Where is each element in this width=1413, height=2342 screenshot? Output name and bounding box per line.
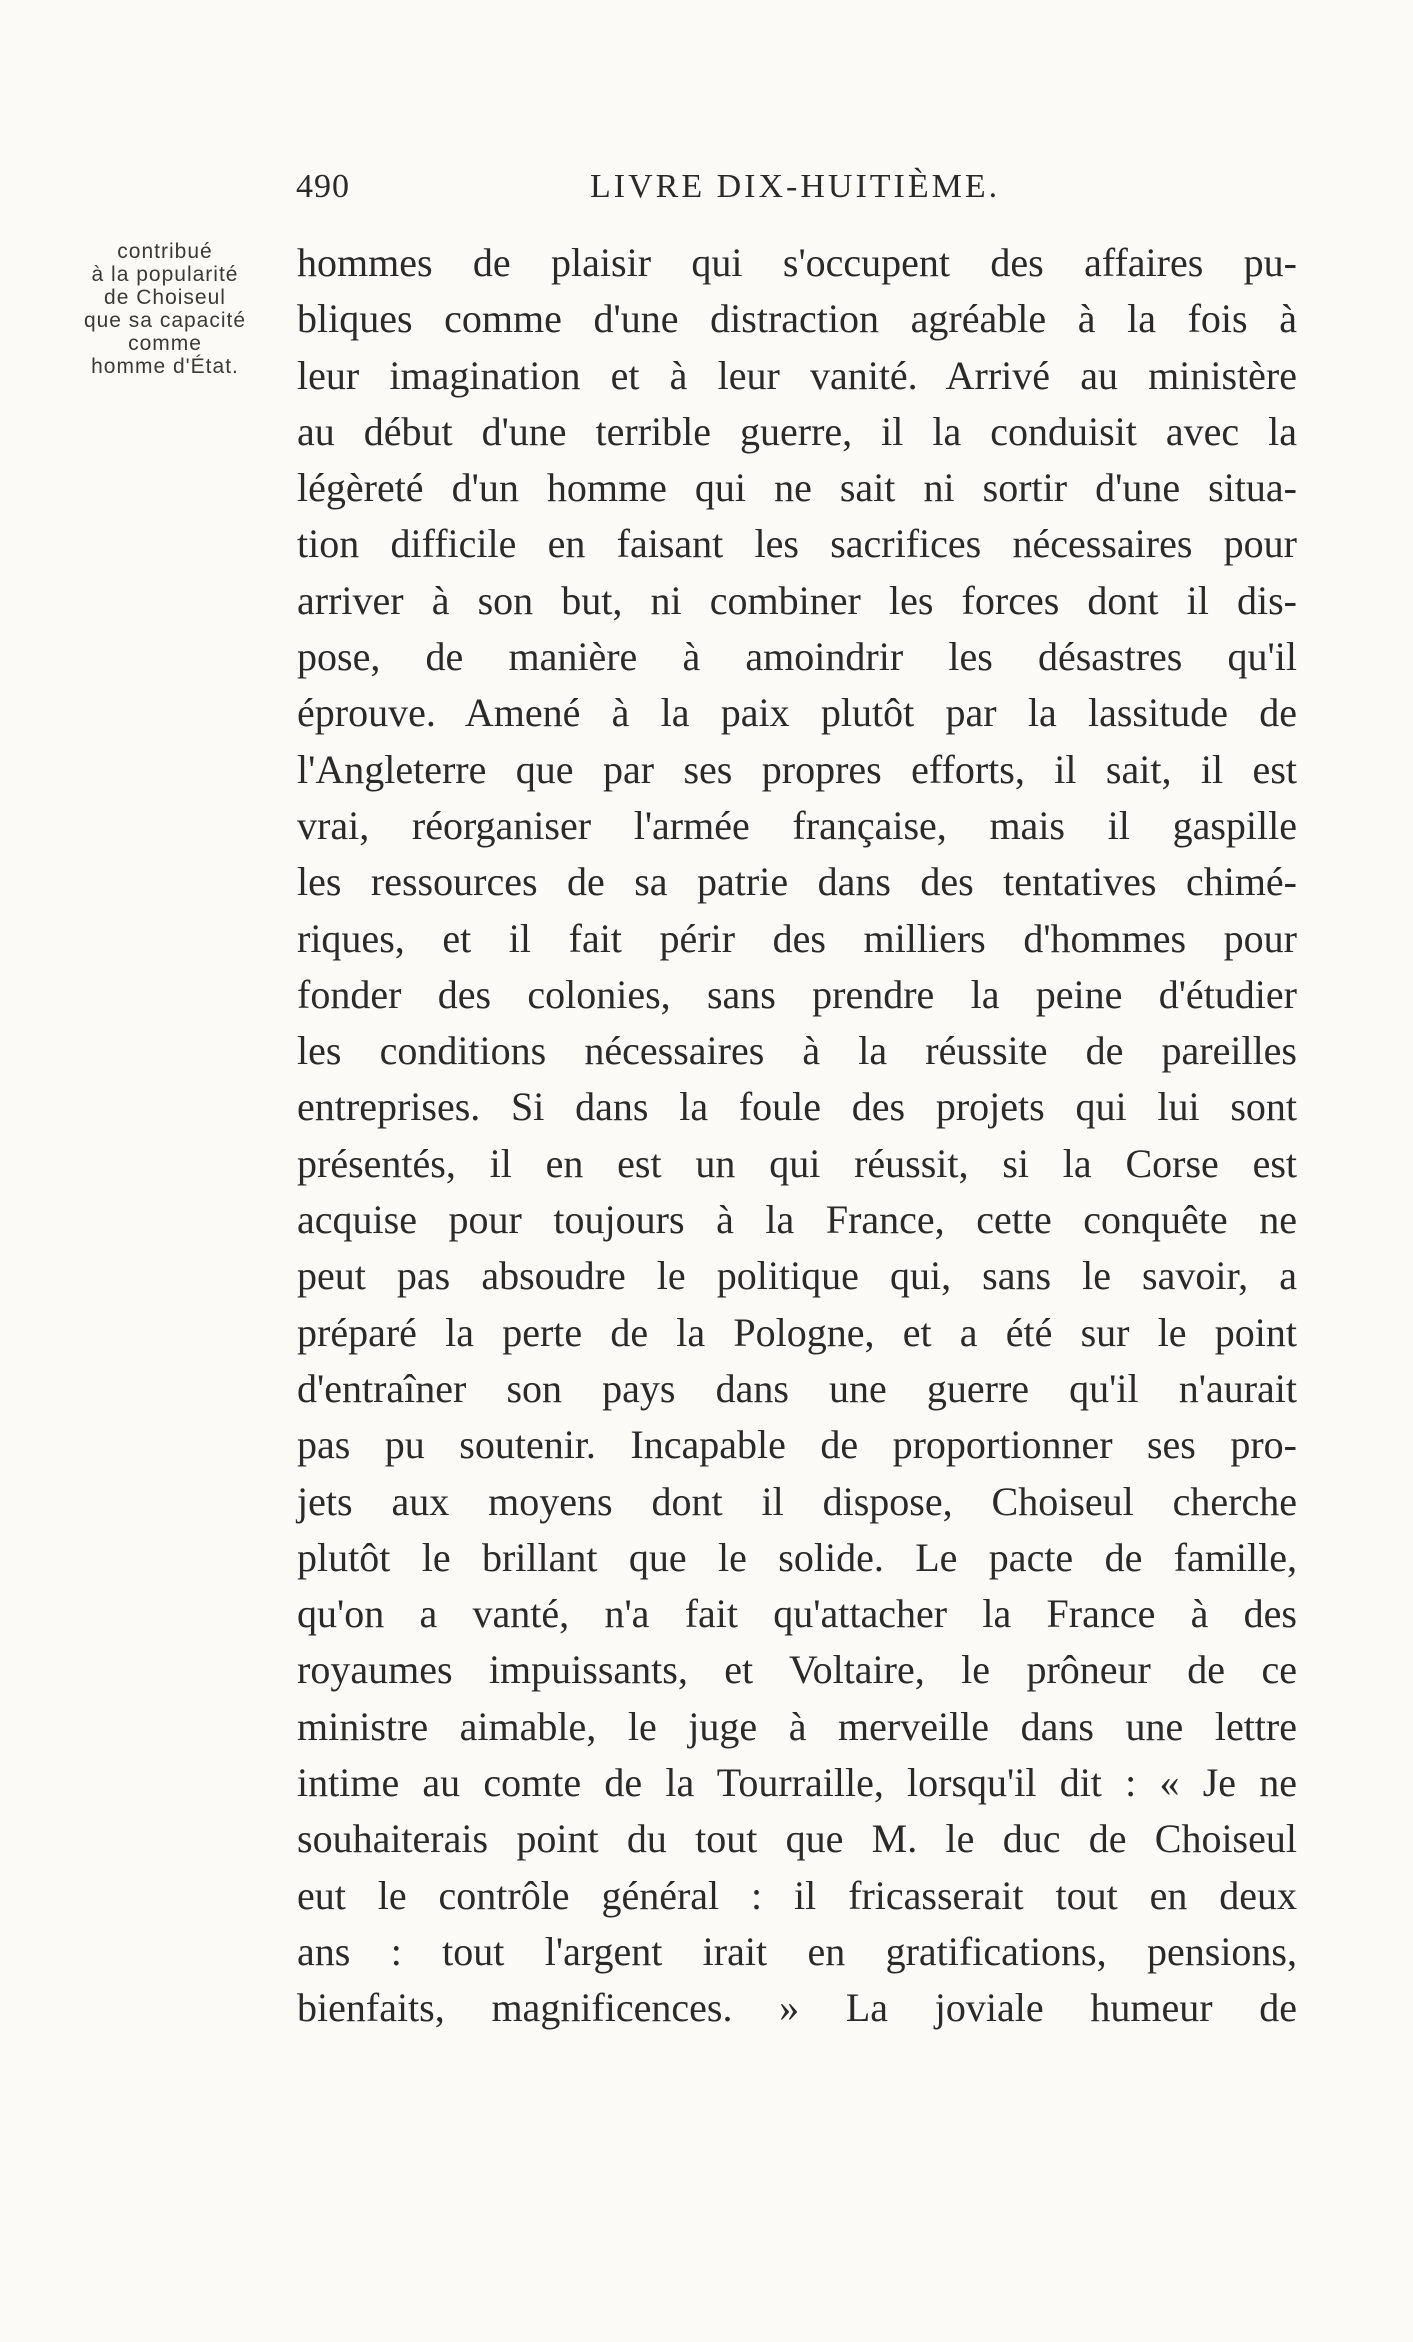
text-line: leur imagination et à leur vanité. Arrivé au ministère <box>297 352 1297 398</box>
page-number: 490 <box>296 168 350 205</box>
text-line: tion difficile en faisant les sacrifices nécessaires pour <box>297 521 1297 567</box>
margin-note-line: de Choiseul <box>104 286 226 309</box>
text-line: ministre aimable, le juge à merveille dans une lettre <box>297 1703 1297 1749</box>
running-title: LIVRE DIX-HUITIÈME. <box>590 168 1001 205</box>
body-text <box>297 235 1297 2037</box>
text-line: entreprises. Si dans la foule des projets qui lui sont <box>297 1084 1297 1130</box>
text-line: ans : tout l'argent irait en gratifications, pensions, <box>297 1928 1297 1974</box>
text-line: hommes de plaisir qui s'occupent des affaires pu- <box>297 240 1297 285</box>
text-line: les ressources de sa patrie dans des tentatives chimé- <box>297 859 1297 905</box>
text-line: acquise pour toujours à la France, cette conquête ne <box>297 1197 1297 1243</box>
text-line: bliques comme d'une distraction agréable à la fois à <box>297 296 1297 342</box>
margin-note-line: comme <box>128 332 202 355</box>
text-line: vrai, réorganiser l'armée française, mais il gaspille <box>297 802 1297 848</box>
text-line: eut le contrôle général : il fricasserait tout en deux <box>297 1872 1297 1918</box>
text-line: l'Angleterre que par ses propres efforts, il sait, il est <box>297 746 1297 792</box>
margin-note-line: homme d'État. <box>91 355 239 378</box>
text-line: légèreté d'un homme qui ne sait ni sortir d'une situa- <box>297 465 1297 511</box>
text-line: royaumes impuissants, et Voltaire, le prôneur de ce <box>297 1647 1297 1693</box>
text-line: d'entraîner son pays dans une guerre qu'il n'aurait <box>297 1365 1297 1411</box>
text-line: peut pas absoudre le politique qui, sans le savoir, a <box>297 1253 1297 1299</box>
text-line: riques, et il fait périr des milliers d'hommes pour <box>297 915 1297 961</box>
margin-note-line: que sa capacité <box>83 309 247 332</box>
text-line: arriver à son but, ni combiner les forces dont il dis- <box>297 577 1297 623</box>
text-line: présentés, il en est un qui réussit, si la Corse est <box>297 1140 1297 1186</box>
text-line: bienfaits, magnificences. » La joviale humeur de <box>297 1985 1297 2031</box>
text-line: qu'on a vanté, n'a fait qu'attacher la France à des <box>297 1591 1297 1637</box>
text-line: éprouve. Amené à la paix plutôt par la lassitude de <box>297 690 1297 736</box>
text-line: les conditions nécessaires à la réussite de pareilles <box>297 1028 1297 1074</box>
text-line: intime au comte de la Tourraille, lorsqu'il dit : « Je ne <box>297 1760 1297 1806</box>
margin-note-line: à la popularité <box>91 263 239 286</box>
text-line: pas pu soutenir. Incapable de proportionner ses pro- <box>297 1422 1297 1468</box>
text-line: fonder des colonies, sans prendre la peine d'étudier <box>297 971 1297 1017</box>
text-line: au début d'une terrible guerre, il la conduisit avec la <box>297 408 1297 454</box>
text-line: souhaiterais point du tout que M. le duc de Choiseul <box>297 1816 1297 1862</box>
margin-note-line: contribué <box>117 240 213 263</box>
margin-note <box>60 240 270 378</box>
text-line: préparé la perte de la Pologne, et a été sur le point <box>297 1309 1297 1355</box>
running-head <box>290 168 1310 218</box>
text-line: plutôt le brillant que le solide. Le pacte de famille, <box>297 1534 1297 1580</box>
text-line: jets aux moyens dont il dispose, Choiseul cherche <box>297 1478 1297 1524</box>
text-line: pose, de manière à amoindrir les désastres qu'il <box>297 634 1297 680</box>
